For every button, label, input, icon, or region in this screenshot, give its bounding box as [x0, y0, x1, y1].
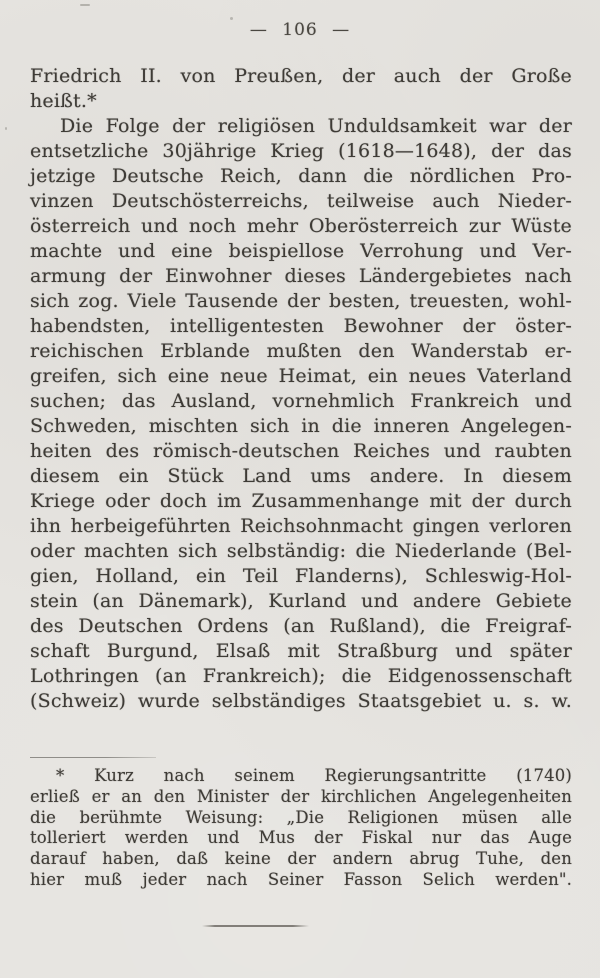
body-line: habendsten, intelligentesten Bewohner der öster- — [30, 315, 572, 337]
scan-speck — [5, 127, 7, 130]
scan-speck — [80, 4, 90, 6]
body-line: stein (an Dänemark), Kurland und andere Gebiete — [30, 590, 572, 612]
footnote-line: hier muß jeder nach Seiner Fasson Selich werden". — [30, 869, 572, 889]
body-line: suchen; das Ausland, vornehmlich Frankreich und — [30, 390, 572, 412]
body-line: Die Folge der religiösen Unduldsamkeit war der — [60, 115, 572, 137]
body-line: Lothringen (an Frankreich); die Eidgenossenschaft — [30, 665, 572, 687]
body-line: gien, Holland, ein Teil Flanderns), Schleswig-Hol- — [30, 565, 572, 587]
body-line: heiten des römisch-deutschen Reiches und raubten — [30, 440, 572, 462]
footnote-line: tolleriert werden und Mus der Fiskal nur das Auge — [30, 828, 572, 848]
body-line: oder machten sich selbständig: die Niederlande (Bel- — [30, 540, 572, 562]
body-line: (Schweiz) wurde selbständiges Staatsgebiet u. s. w. — [30, 690, 572, 712]
body-line: Kriege oder doch im Zusammenhange mit der durch — [30, 490, 572, 512]
body-line: des Deutschen Ordens (an Rußland), die Freigraf- — [30, 615, 572, 637]
page-number: — 106 — — [249, 20, 351, 40]
body-line: ihn herbeigeführten Reichsohnmacht gingen verloren — [30, 515, 572, 537]
footnote-line: die berühmte Weisung: „Die Religionen müsen alle — [30, 807, 572, 827]
body-line: jetzige Deutsche Reich, dann die nördlichen Pro- — [30, 165, 572, 187]
footnote-line: darauf haben, daß keine der andern abrug Tuhe, den — [30, 849, 572, 869]
body-line: greifen, sich eine neue Heimat, ein neues Vaterland — [30, 365, 572, 387]
body-line: Schweden, mischten sich in die inneren Angelegen- — [30, 415, 572, 437]
footnote-separator — [30, 757, 156, 758]
footnote-line: erließ er an den Minister der kirchlichen Angelegenheiten — [30, 786, 572, 806]
body-line: Friedrich II. von Preußen, der auch der Große — [30, 65, 572, 87]
body-line: sich zog. Viele Tausende der besten, treuesten, wohl- — [30, 290, 572, 312]
footnote — [30, 766, 572, 891]
body-line: schaft Burgund, Elsaß mit Straßburg und später — [30, 640, 572, 662]
body-line: österreich und noch mehr Oberösterreich zur Wüste — [30, 215, 572, 237]
body-line: reichischen Erblande mußten den Wanderstab er- — [30, 340, 572, 362]
section-end-rule — [202, 925, 309, 927]
body-line: vinzen Deutschösterreichs, teilweise auch Nieder- — [30, 190, 572, 212]
main-text — [30, 64, 572, 714]
body-line: entsetzliche 30jährige Krieg (1618—1648), der das — [30, 140, 572, 162]
body-line: armung der Einwohner dieses Ländergebietes nach — [30, 265, 572, 287]
body-line: heißt.* — [30, 90, 97, 112]
body-line: diesem ein Stück Land ums andere. In diesem — [30, 465, 572, 487]
body-line: machte und eine beispiellose Verrohung und Ver- — [30, 240, 572, 262]
footnote-line: * Kurz nach seinem Regierungsantritte (1740) — [56, 766, 572, 785]
